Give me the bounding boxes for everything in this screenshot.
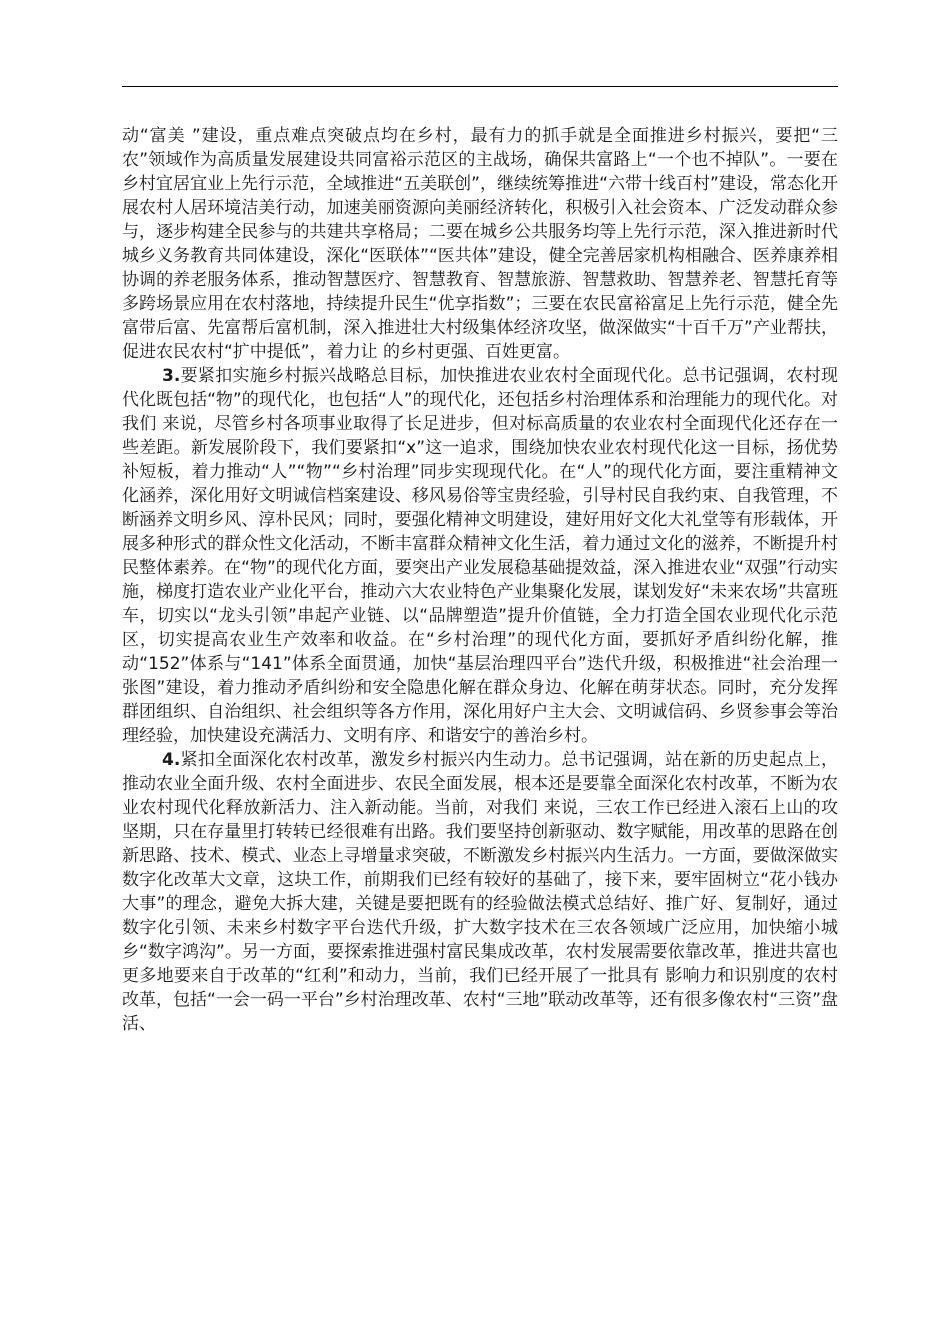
document-body [122, 124, 838, 1036]
paragraph-4-number: 4. [162, 750, 181, 770]
paragraph-3 [122, 364, 838, 748]
paragraph-4 [122, 748, 838, 1036]
header-rule [122, 86, 838, 87]
paragraph-1 [122, 124, 838, 364]
paragraph-3-text: 要紧扣实施乡村振兴战略总目标，加快推进农业农村全面现代化。总书记强调，农村现代化既包括“物”的现代化，也包括“人”的现代化，还包括乡村治理体系和治理能力的现代化。对我们 来说，尽管乡村各项事业取得了长足进步，但对标高质量的农业农村全面现代化还存在一些差距。新发展阶段下，我们要紧扣“x”这一追求，围绕加快农业农村现代化这一目标，扬优势补短板，着力推动“人”“物”“乡村治理”同步实现现代化。在“人”的现代化方面，要注重精神文化涵养，深化用好文明诚信档案建设、移风易俗等宝贵经验，引导村民自我约束、自我管理，不断涵养文明乡风、淳朴民风；同时，要强化精神文明建设，建好用好文化大礼堂等有形载体，开展多种形式的群众性文化活动，不断丰富群众精神文化生活，着力通过文化的滋养，不断提升村民整体素养。在“物”的现代化方面，要突出产业发展稳基础提效益，深入推进农业“双强”行动实施，梯度打造农业产业化平台，推动六大农业特色产业集聚化发展，谋划发好“未来农场”共富班车，切实以“龙头引领”串起产业链、以“品牌塑造”提升价值链，全力打造全国农业现代化示范区，切实提高农业生产效率和收益。在“乡村治理”的现代化方面，要抓好矛盾纠纷化解，推动“152”体系与“141”体系全面贯通，加快“基层治理四平台”迭代升级，积极推进“社会治理一张图”建设，着力推动矛盾纠纷和安全隐患化解在群众身边、化解在萌芽状态。同时，充分发挥群团组织、自治组织、社会组织等各方作用，深化用好户主大会、文明诚信码、乡贤参事会等治理经验，加快建设充满活力、文明有序、和谐安宁的善治乡村。 [122, 366, 838, 746]
paragraph-1-text: 动“富美 ”建设，重点难点突破点均在乡村，最有力的抓手就是全面推进乡村振兴，要把“三农”领域作为高质量发展建设共同富裕示范区的主战场，确保共富路上“一个也不掉队”。一要在乡村宜居宜业上先行示范，全域推进“五美联创”，继续统筹推进“六带十线百村”建设，常态化开展农村人居环境洁美行动，加速美丽资源向美丽经济转化，积极引入社会资本、广泛发动群众参与，逐步构建全民参与的共建共享格局；二要在城乡公共服务均等上先行示范，深入推进新时代城乡义务教育共同体建设，深化“医联体”“医共体”建设，健全完善居家机构相融合、医养康养相协调的养老服务体系，推动智慧医疗、智慧教育、智慧旅游、智慧救助、智慧养老、智慧托育等多跨场景应用在农村落地，持续提升民生“优享指数”；三要在农民富裕富足上先行示范，健全先富带后富、先富帮后富机制，深入推进壮大村级集体经济攻坚，做深做实“十百千万”产业帮扶，促进农民农村“扩中提低”，着力让 的乡村更强、百姓更富。 [122, 126, 838, 362]
paragraph-3-number: 3. [162, 366, 181, 386]
paragraph-4-text: 紧扣全面深化农村改革，激发乡村振兴内生动力。总书记强调，站在新的历史起点上，推动农业全面升级、农村全面进步、农民全面发展，根本还是要靠全面深化农村改革，不断为农业农村现代化释放新活力、注入新动能。当前，对我们 来说，三农工作已经进入滚石上山的攻坚期，只在存量里打转转已经很难有出路。我们要坚持创新驱动、数字赋能，用改革的思路在创新思路、技术、模式、业态上寻增量求突破，不断激发乡村振兴内生活力。一方面，要做深做实数字化改革大文章，这块工作，前期我们已经有较好的基础了，接下来，要牢固树立“花小钱办大事”的理念，避免大拆大建，关键是要把既有的经验做法模式总结好、推广好、复制好，通过数字化引领、未来乡村数字平台迭代升级，扩大数字技术在三农各领域广泛应用，加快缩小城乡“数字鸿沟”。另一方面，要探索推进强村富民集成改革，农村发展需要依靠改革，推进共富也更多地要来自于改革的“红利”和动力，当前，我们已经开展了一批具有 影响力和识别度的农村改革，包括“一会一码一平台”乡村治理改革、农村“三地”联动改革等，还有很多像农村“三资”盘活、 [122, 750, 838, 1034]
